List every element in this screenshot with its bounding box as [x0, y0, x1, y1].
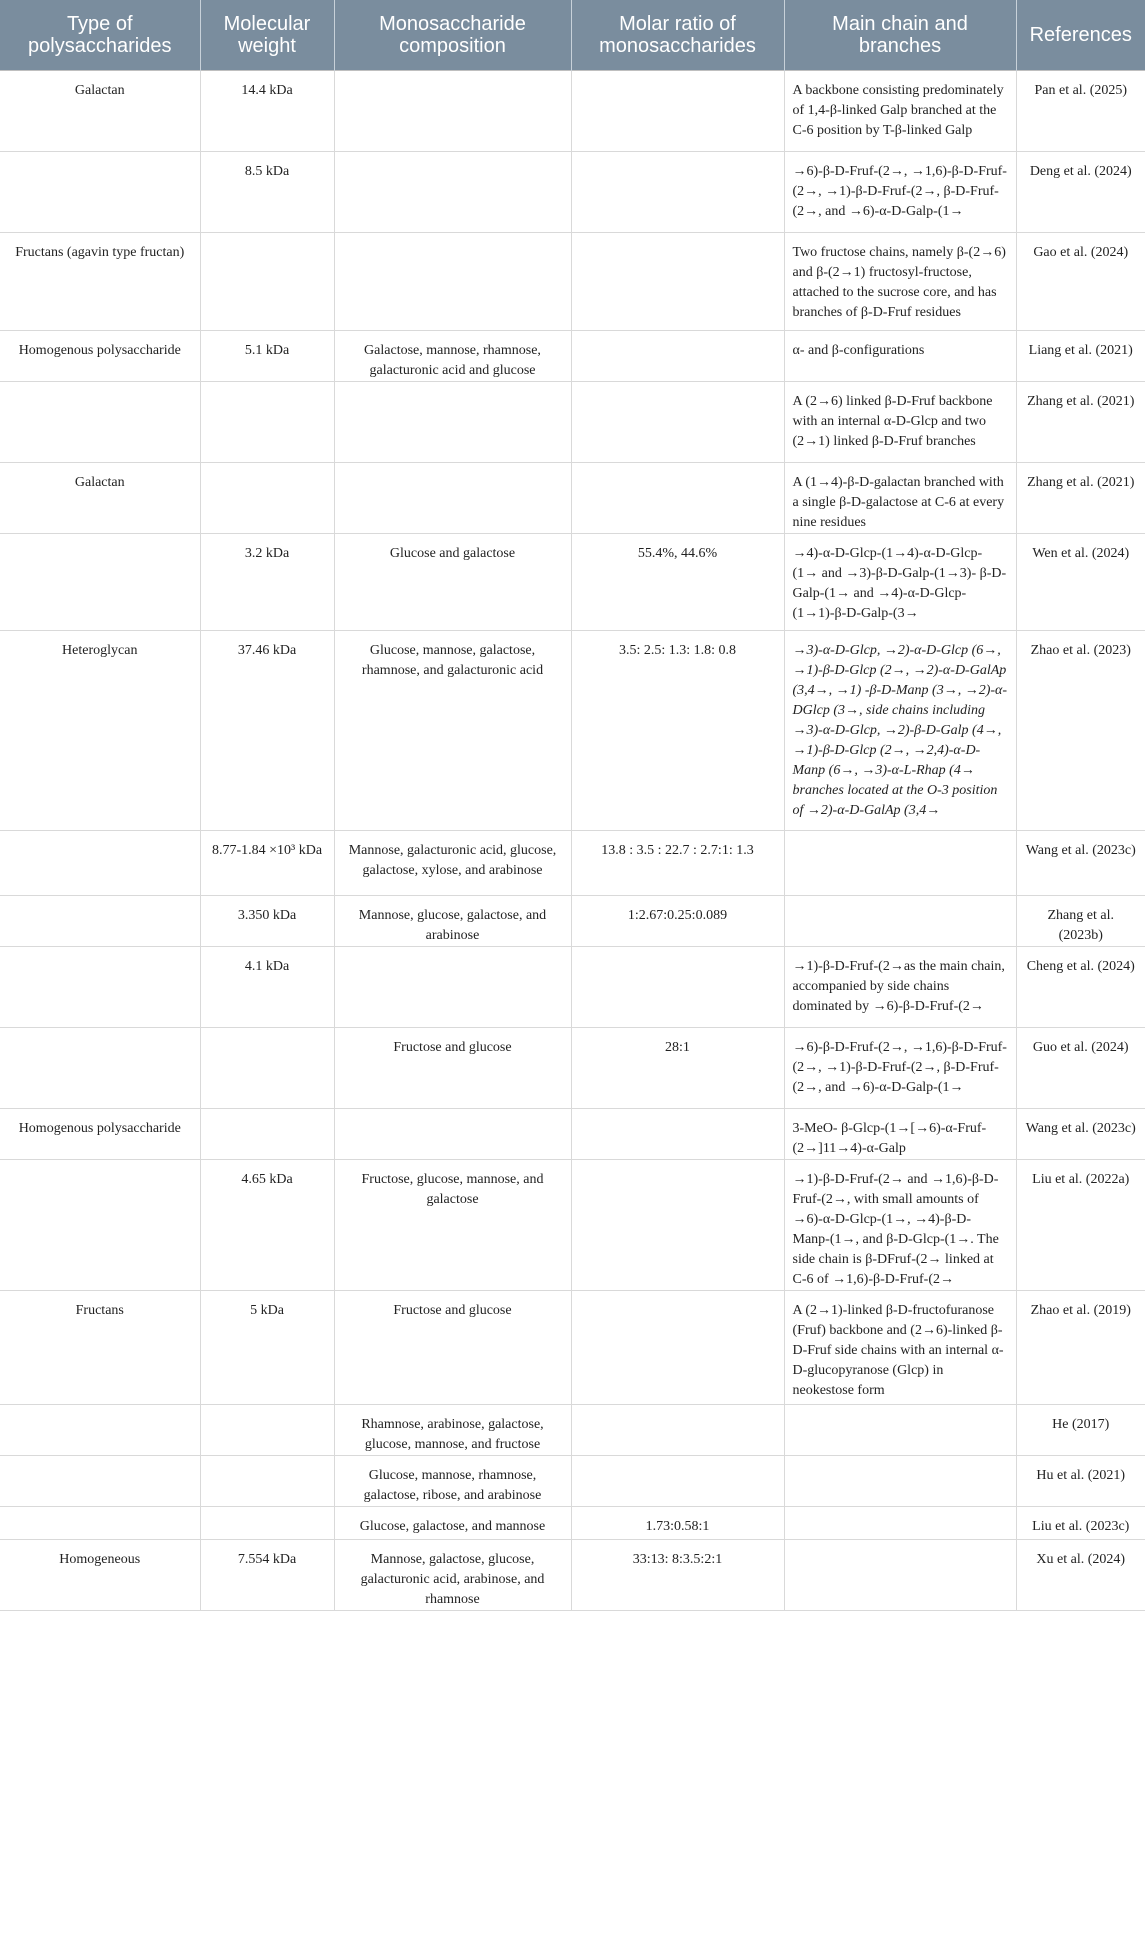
cell-molecular-weight: 3.350 kDa: [200, 896, 334, 947]
cell-reference: Liang et al. (2021): [1016, 331, 1145, 382]
cell-reference: Hu et al. (2021): [1016, 1456, 1145, 1507]
cell-molar-ratio: 13.8 : 3.5 : 22.7 : 2.7:1: 1.3: [571, 831, 784, 896]
table-row: [0, 1028, 1145, 1109]
cell-composition: Fructose and glucose: [334, 1291, 571, 1405]
cell-molecular-weight: [200, 1456, 334, 1507]
table-row: [0, 1507, 1145, 1540]
cell-molar-ratio: [571, 233, 784, 331]
cell-molar-ratio: [571, 1405, 784, 1456]
cell-type: [0, 896, 200, 947]
cell-molecular-weight: 14.4 kDa: [200, 71, 334, 152]
cell-composition: Glucose, galactose, and mannose: [334, 1507, 571, 1540]
cell-molecular-weight: 7.554 kDa: [200, 1540, 334, 1611]
cell-reference: Zhao et al. (2023): [1016, 631, 1145, 831]
cell-main-chain: Two fructose chains, namely β-(2→6) and β-(2→1) fructosyl-fructose, attached to the sucrose core, and has branches of β-D-Fruf residues: [784, 233, 1016, 331]
cell-composition: Galactose, mannose, rhamnose, galacturonic acid and glucose: [334, 331, 571, 382]
table-row: [0, 463, 1145, 534]
cell-reference: Liu et al. (2023c): [1016, 1507, 1145, 1540]
cell-type: Galactan: [0, 71, 200, 152]
cell-composition: Mannose, galactose, glucose, galacturonic acid, arabinose, and rhamnose: [334, 1540, 571, 1611]
table-body: [0, 71, 1145, 1611]
cell-molar-ratio: [571, 1291, 784, 1405]
cell-type: Galactan: [0, 463, 200, 534]
cell-molecular-weight: [200, 382, 334, 463]
cell-main-chain: →4)-α-D-Glcp-(1→4)-α-D-Glcp-(1→ and →3)-β-D-Galp-(1→3)- β-D-Galp-(1→ and →4)-α-D-Glcp-(1→1)-β-D-Galp-(3→: [784, 534, 1016, 631]
cell-molar-ratio: 1.73:0.58:1: [571, 1507, 784, 1540]
header-main-chain: Main chain and branches: [784, 0, 1016, 71]
cell-molecular-weight: 3.2 kDa: [200, 534, 334, 631]
table-row: [0, 1291, 1145, 1405]
table-row: [0, 534, 1145, 631]
cell-main-chain: 3-MeO- β-Glcp-(1→[→6)-α-Fruf-(2→]11→4)-α-Galp: [784, 1109, 1016, 1160]
cell-molar-ratio: [571, 1160, 784, 1291]
cell-main-chain: →6)-β-D-Fruf-(2→, →1,6)-β-D-Fruf-(2→, →1)-β-D-Fruf-(2→, β-D-Fruf-(2→, and →6)-α-D-Galp-(1→: [784, 1028, 1016, 1109]
cell-reference: Zhang et al. (2023b): [1016, 896, 1145, 947]
header-references: References: [1016, 0, 1145, 71]
cell-molar-ratio: [571, 382, 784, 463]
cell-molecular-weight: [200, 233, 334, 331]
cell-reference: Wen et al. (2024): [1016, 534, 1145, 631]
table-row: [0, 1160, 1145, 1291]
cell-type: [0, 382, 200, 463]
cell-type: Heteroglycan: [0, 631, 200, 831]
cell-molar-ratio: [571, 71, 784, 152]
table-row: [0, 947, 1145, 1028]
cell-reference: Guo et al. (2024): [1016, 1028, 1145, 1109]
cell-composition: [334, 233, 571, 331]
cell-composition: Rhamnose, arabinose, galactose, glucose, mannose, and fructose: [334, 1405, 571, 1456]
cell-main-chain: [784, 1456, 1016, 1507]
cell-composition: [334, 152, 571, 233]
cell-molecular-weight: 37.46 kDa: [200, 631, 334, 831]
cell-main-chain: A backbone consisting predominately of 1,4-β-linked Galp branched at the C-6 position by T-β-linked Galp: [784, 71, 1016, 152]
cell-composition: [334, 947, 571, 1028]
cell-molar-ratio: [571, 1109, 784, 1160]
cell-type: [0, 1028, 200, 1109]
cell-reference: Zhang et al. (2021): [1016, 382, 1145, 463]
cell-main-chain: →1)-β-D-Fruf-(2→ and →1,6)-β-D-Fruf-(2→, with small amounts of →6)-α-D-Glcp-(1→, →4)-β-D-Manp-(1→, and β-D-Glcp-(1→. The side chain is β-DFruf-(2→ linked at C-6 of →1,6)-β-D-Fruf-(2→: [784, 1160, 1016, 1291]
cell-main-chain: [784, 1540, 1016, 1611]
cell-reference: Pan et al. (2025): [1016, 71, 1145, 152]
cell-composition: Glucose, mannose, rhamnose, galactose, ribose, and arabinose: [334, 1456, 571, 1507]
cell-molecular-weight: [200, 1109, 334, 1160]
cell-molar-ratio: 55.4%, 44.6%: [571, 534, 784, 631]
cell-composition: [334, 382, 571, 463]
cell-molecular-weight: [200, 1028, 334, 1109]
cell-main-chain: A (2→1)-linked β-D-fructofuranose (Fruf) backbone and (2→6)-linked β-D-Fruf side chains with an internal α-D-glucopyranose (Glcp) in neokestose form: [784, 1291, 1016, 1405]
cell-reference: Wang et al. (2023c): [1016, 831, 1145, 896]
table-row: [0, 831, 1145, 896]
cell-main-chain: α- and β-configurations: [784, 331, 1016, 382]
table-row: [0, 896, 1145, 947]
cell-composition: Mannose, glucose, galactose, and arabinose: [334, 896, 571, 947]
table-row: [0, 631, 1145, 831]
cell-molecular-weight: 5.1 kDa: [200, 331, 334, 382]
cell-molecular-weight: [200, 1507, 334, 1540]
cell-reference: Xu et al. (2024): [1016, 1540, 1145, 1611]
cell-type: [0, 1160, 200, 1291]
cell-type: Homogeneous: [0, 1540, 200, 1611]
cell-main-chain: [784, 1405, 1016, 1456]
cell-molecular-weight: 8.77-1.84 ×10³ kDa: [200, 831, 334, 896]
cell-molar-ratio: 3.5: 2.5: 1.3: 1.8: 0.8: [571, 631, 784, 831]
header-molecular-weight: Molecular weight: [200, 0, 334, 71]
cell-reference: Gao et al. (2024): [1016, 233, 1145, 331]
table-row: [0, 1405, 1145, 1456]
cell-molar-ratio: [571, 152, 784, 233]
cell-molecular-weight: 4.65 kDa: [200, 1160, 334, 1291]
cell-molecular-weight: 5 kDa: [200, 1291, 334, 1405]
cell-type: Fructans: [0, 1291, 200, 1405]
header-molar-ratio: Molar ratio of monosaccharides: [571, 0, 784, 71]
cell-composition: [334, 1109, 571, 1160]
table-row: [0, 1109, 1145, 1160]
cell-type: Homogenous polysaccharide: [0, 331, 200, 382]
cell-molar-ratio: 28:1: [571, 1028, 784, 1109]
cell-main-chain: [784, 831, 1016, 896]
cell-composition: Mannose, galacturonic acid, glucose, galactose, xylose, and arabinose: [334, 831, 571, 896]
table-row: [0, 382, 1145, 463]
table-header: [0, 0, 1145, 71]
cell-reference: He (2017): [1016, 1405, 1145, 1456]
cell-reference: Deng et al. (2024): [1016, 152, 1145, 233]
cell-main-chain: →3)-α-D-Glcp, →2)-α-D-Glcp (6→, →1)-β-D-Glcp (2→, →2)-α-D-GalAp (3,4→, →1) -β-D-Manp (3→, →2)-α-DGlcp (3→, side chains including →3)-α-D-Glcp, →2)-β-D-Galp (4→, →1)-β-D-Glcp (2→, →2,4)-α-D-Manp (6→, →3)-α-L-Rhap (4→ branches located at the O-3 position of →2)-α-D-GalAp (3,4→: [784, 631, 1016, 831]
table-row: [0, 71, 1145, 152]
cell-molar-ratio: 1:2.67:0.25:0.089: [571, 896, 784, 947]
cell-type: Fructans (agavin type fructan): [0, 233, 200, 331]
cell-molar-ratio: [571, 947, 784, 1028]
table-row: [0, 1456, 1145, 1507]
cell-molecular-weight: [200, 1405, 334, 1456]
table-row: [0, 233, 1145, 331]
cell-type: [0, 534, 200, 631]
cell-reference: Liu et al. (2022a): [1016, 1160, 1145, 1291]
cell-reference: Zhang et al. (2021): [1016, 463, 1145, 534]
table-row: [0, 331, 1145, 382]
cell-reference: Zhao et al. (2019): [1016, 1291, 1145, 1405]
header-composition: Monosaccharide composition: [334, 0, 571, 71]
cell-composition: Fructose and glucose: [334, 1028, 571, 1109]
cell-composition: Fructose, glucose, mannose, and galactose: [334, 1160, 571, 1291]
cell-main-chain: →6)-β-D-Fruf-(2→, →1,6)-β-D-Fruf-(2→, →1)-β-D-Fruf-(2→, β-D-Fruf-(2→, and →6)-α-D-Galp-(1→: [784, 152, 1016, 233]
cell-molecular-weight: [200, 463, 334, 534]
cell-reference: Wang et al. (2023c): [1016, 1109, 1145, 1160]
cell-composition: [334, 463, 571, 534]
cell-molecular-weight: 8.5 kDa: [200, 152, 334, 233]
cell-type: [0, 1507, 200, 1540]
cell-main-chain: [784, 896, 1016, 947]
cell-main-chain: A (2→6) linked β-D-Fruf backbone with an internal α-D-Glcp and two (2→1) linked β-D-Fruf branches: [784, 382, 1016, 463]
table-row: [0, 152, 1145, 233]
cell-composition: Glucose and galactose: [334, 534, 571, 631]
cell-type: [0, 1456, 200, 1507]
cell-molecular-weight: 4.1 kDa: [200, 947, 334, 1028]
cell-type: [0, 831, 200, 896]
cell-type: [0, 1405, 200, 1456]
cell-main-chain: A (1→4)-β-D-galactan branched with a single β-D-galactose at C-6 at every nine residues: [784, 463, 1016, 534]
cell-main-chain: [784, 1507, 1016, 1540]
cell-reference: Cheng et al. (2024): [1016, 947, 1145, 1028]
cell-composition: Glucose, mannose, galactose, rhamnose, and galacturonic acid: [334, 631, 571, 831]
header-type: Type of polysaccharides: [0, 0, 200, 71]
cell-composition: [334, 71, 571, 152]
cell-type: [0, 947, 200, 1028]
cell-main-chain: →1)-β-D-Fruf-(2→as the main chain, accompanied by side chains dominated by →6)-β-D-Fruf-(2→: [784, 947, 1016, 1028]
cell-type: Homogenous polysaccharide: [0, 1109, 200, 1160]
table-row: [0, 1540, 1145, 1611]
cell-molar-ratio: 33:13: 8:3.5:2:1: [571, 1540, 784, 1611]
cell-molar-ratio: [571, 463, 784, 534]
cell-molar-ratio: [571, 1456, 784, 1507]
cell-molar-ratio: [571, 331, 784, 382]
cell-type: [0, 152, 200, 233]
